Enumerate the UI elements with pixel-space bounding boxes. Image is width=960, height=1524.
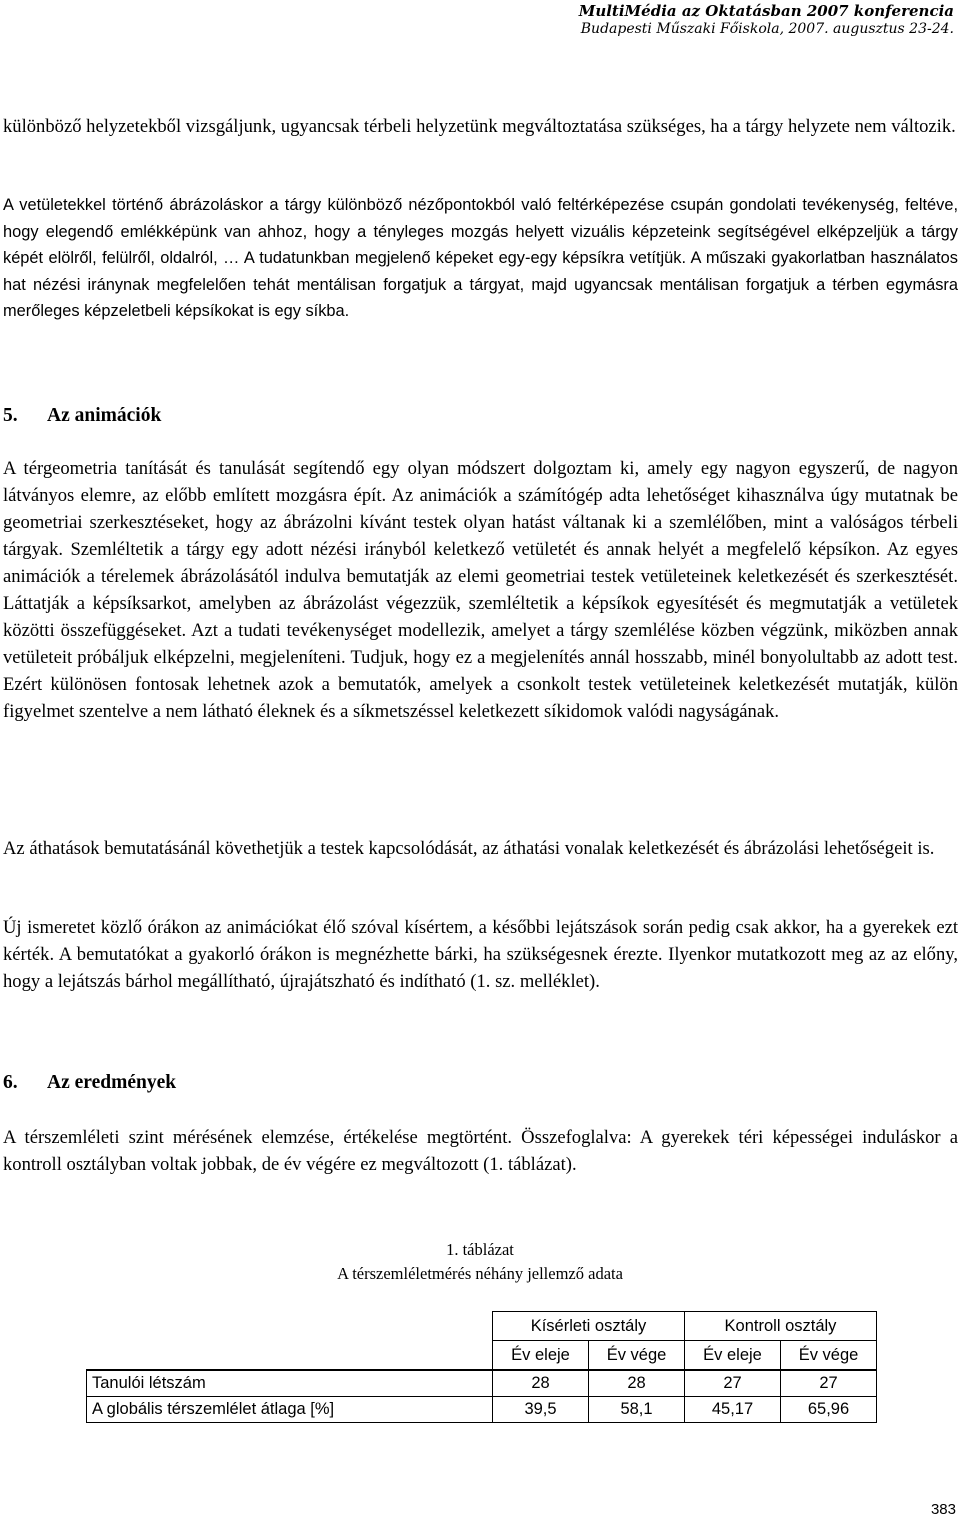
conference-title: MultiMédia az Oktatásban 2007 konferencia [578, 2, 954, 20]
table-cell: 28 [493, 1370, 589, 1397]
page-number: 383 [930, 1501, 956, 1518]
conference-venue: Budapesti Műszaki Főiskola, 2007. augusztus 23-24. [580, 21, 954, 37]
table-cell: 27 [685, 1370, 781, 1397]
table-row [87, 1397, 877, 1423]
table-cell: 28 [589, 1370, 685, 1397]
paragraph-3: A térgeometria tanítását és tanulását segítendő egy olyan módszert dolgoztam ki, amely egy nagyon egyszerű, de nagyon látványos elemre, az előbb említett mozgásra épít. Az animációk a számítógép adta lehetőséget kihasználva úgy mutatnak be geometriai szerkesztéseket, hogy az ábrázolni kívánt testek olyan hatást váltanak ki a szemlélőben, mint a valóságos térbeli tárgyak. Szemléltetik a tárgy egy adott nézési irányból keletkező vetületét és annak helyét a megfelelő képsíkon. Az egyes animációk a térelemek ábrázolásától indulva bemutatják az elemi geometriai testek vetületeinek keletkezését és szerkesztését. Láttatják a képsíksarkot, amelyben az ábrázolást végezzük, szemléltetik a képsíkok egyesítését és megmutatják a vetületek közötti összefüggéseket. Azt a tudati tevékenységet modellezik, amelyet a tárgy szemlélése közben végzünk, miközben annak vetületeit próbáljuk elképzelni, megjeleníteni. Tudjuk, hogy ez a megjelenítés annál hosszabb, minél bonyolultabb az adott test. Ezért különösen fontosak lehetnek azok a bemutatók, amelyek a csonkolt testek vetületeinek keletkezését mutatják, külön figyelmet szentelve a nem látható éleknek és a síkmetszéssel keletkezett síkidomok valódi nagyságának. [3, 458, 958, 722]
paragraph-5: Új ismeretet közlő órákon az animációkat élő szóval kísértem, a későbbi lejátszások során pedig csak akkor, ha a gyerekek ezt kérték. A bemutatókat a gyakorló órákon is megnézhette bárki, ha szükségesnek érezte. Ilyenkor mutatkozott meg az az előny, hogy a lejátszás bárhol megállítható, újrajátszható és indítható (1. sz. melléklet). [3, 917, 958, 992]
table-sub-header: Év vége [781, 1341, 877, 1371]
table-group-header-row [87, 1312, 877, 1341]
section-title: Az eredmények [47, 1072, 177, 1093]
table-cell: 45,17 [685, 1397, 781, 1423]
section-heading-6 [3, 1072, 176, 1094]
table-row-label: Tanulói létszám [87, 1370, 493, 1397]
table-sub-header: Év vége [589, 1341, 685, 1371]
paragraph-2: A vetületekkel történő ábrázoláskor a tárgy különböző nézőpontokból való feltérképezése csupán gondolati tevékenység, feltéve, hogy elegendő emlékképünk van ahhoz, hogy a tényleges mozgás helyett vizuális képzeteink segítségével elképzeljük a tárgy képét elölről, felülről, oldalról, … A tudatunkban megjelenő képeket egy-egy képsíkra vetítjük. A műszaki gyakorlatban használatos hat nézési iránynak megfelelően tehát mentálisan forgatjuk a tárgyat, majd ugyancsak mentálisan forgatjuk a térben egymásra merőleges képzeletbeli képsíkokat is egy síkba. [3, 196, 958, 320]
table-cell: 27 [781, 1370, 877, 1397]
table-sub-header: Év eleje [685, 1341, 781, 1371]
table-sub-header: Év eleje [493, 1341, 589, 1371]
table-caption-number: 1. táblázat [446, 1240, 514, 1259]
table-cell: 39,5 [493, 1397, 589, 1423]
paragraph-1: különböző helyzetekből vizsgáljunk, ugyancsak térbeli helyzetünk megváltoztatása szükséges, ha a tárgy helyzete nem változik. [3, 116, 956, 137]
paragraph-6: A térszemléleti szint mérésének elemzése, értékelése megtörtént. Összefoglalva: A gyerekek téri képességei induláskor a kontroll osztályban voltak jobbak, de év végére ez megváltozott (1. táblázat). [3, 1127, 958, 1175]
section-number: 5. [3, 405, 18, 426]
table-cell: 65,96 [781, 1397, 877, 1423]
table-caption-title: A térszemléletmérés néhány jellemző adata [337, 1264, 623, 1283]
section-title: Az animációk [47, 405, 162, 426]
table-sub-header-row [87, 1341, 877, 1371]
paragraph-4: Az áthatások bemutatásánál követhetjük a testek kapcsolódását, az áthatási vonalak keletkezését és ábrázolási lehetőségeit is. [3, 838, 935, 859]
section-number: 6. [3, 1072, 18, 1093]
table-group-header: Kontroll osztály [685, 1312, 877, 1341]
table-row [87, 1370, 877, 1397]
table-row-label: A globális térszemlélet átlaga [%] [87, 1397, 493, 1423]
results-table [86, 1311, 877, 1423]
table-group-header: Kísérleti osztály [493, 1312, 685, 1341]
table-cell: 58,1 [589, 1397, 685, 1423]
section-heading-5 [3, 405, 161, 427]
